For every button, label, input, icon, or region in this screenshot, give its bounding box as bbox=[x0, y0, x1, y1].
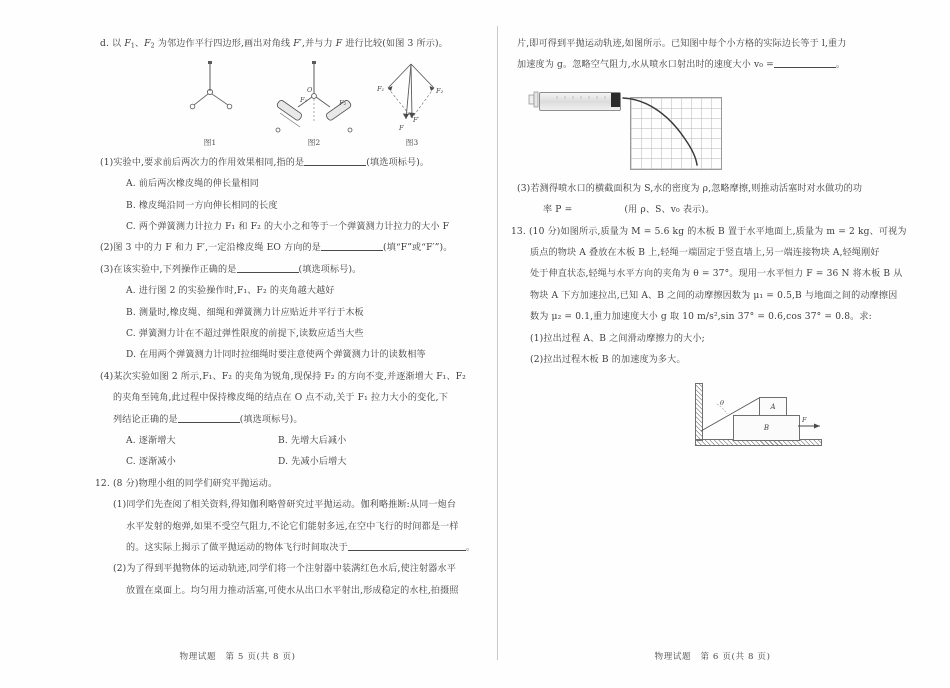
q11-part4-line1: (4)某次实验如图 2 所示,F₁、F₂ 的夹角为锐角,现保持 F₂ 的方向不变,并逐渐增大 F₁、F₂ bbox=[100, 371, 466, 382]
q13-line4: 物块 A 下方加速拉出,已知 A、B 之间的动摩擦因数为 μ₁ = 0.5,B 与地面之间的动摩擦因 bbox=[530, 290, 898, 301]
q12-cont-line1: 片,即可得到平抛运动轨迹,如图所示。已知图中每个小方格的实际边长等于 l,重力 bbox=[517, 39, 847, 49]
footer-right: 物理试题 第 6 页(共 8 页) bbox=[654, 652, 771, 662]
block-board-figure bbox=[517, 383, 912, 463]
q13-sub1: (1)拉出过程 A、B 之间滑动摩擦力的大小; bbox=[530, 333, 705, 344]
q11-part4-line3-text: 列结论正确的是 bbox=[113, 414, 178, 425]
figure-2-label-f2: F₂ bbox=[339, 98, 347, 107]
q12-part1-line1: (1)同学们先查阅了相关资料,得知伽利略曾研究过平抛运动。伽利略推断:从同一炮台 bbox=[113, 500, 457, 511]
figure-1-caption: 图1 bbox=[203, 137, 217, 147]
q11-p4-option-b: B. 先增大后减小 bbox=[278, 436, 347, 447]
q12-cont-line2-tail: 。 bbox=[835, 60, 846, 71]
q12-part3-tail: (用 ρ、S、v₀ 表示)。 bbox=[624, 205, 715, 216]
figure-3-label-fprime: F′ bbox=[413, 115, 420, 124]
q11-part1 bbox=[100, 153, 445, 174]
projectile-trajectory-figure bbox=[517, 83, 912, 179]
q11-p3-option-a: A. 进行图 2 的实验操作时,F₁、F₂ 的夹角越大越好 bbox=[126, 286, 335, 297]
force-label: F bbox=[802, 416, 807, 425]
q12-part1-line3-text: 的。这实际上揭示了做平抛运动的物体飞行时间取决于 bbox=[126, 543, 348, 554]
q11-part4-line2: 的夹角至钝角,此过程中保持橡皮绳的结点在 O 点不动,关于 F₁ 拉力大小的变化,下 bbox=[113, 393, 448, 404]
page-right bbox=[475, 0, 950, 688]
figure-1-rubber-band bbox=[178, 61, 250, 131]
q13-line3: 处于伸直状态,轻绳与水平方向的夹角为 θ = 37°。现用一水平恒力 F = 36 N 将木板 B 从 bbox=[530, 269, 903, 280]
rope-angle-label: θ bbox=[720, 399, 724, 408]
answer-blank[interactable] bbox=[304, 156, 366, 166]
q11-p3-option-b: B. 测量时,橡皮绳、细绳和弹簧测力计应贴近并平行于木板 bbox=[126, 307, 364, 318]
q11-part2-text: (2)图 3 中的力 F 和力 F′,一定沿橡皮绳 EO 方向的是 bbox=[100, 243, 322, 254]
q12-cont-line2-text: 加速度为 g。忽略空气阻力,水从喷水口射出时的速度大小 v₀ = bbox=[517, 60, 774, 71]
q11-p4-option-a: A. 逐渐增大 bbox=[126, 436, 176, 447]
q11-part4-line3 bbox=[113, 410, 445, 431]
q11-part1-tail: (填选项标号)。 bbox=[366, 157, 430, 168]
q13-line5: 数为 μ₂ = 0.1,重力加速度大小 g 取 10 m/s²,sin 37° = 0.6,cos 37° = 0.8。求: bbox=[530, 312, 872, 323]
step-d-line: d. 以 $F_1$、$F_2$ 为邻边作平行四边形,画出对角线 F′,并与力 F 进行比较(如图 3 所示)。 bbox=[100, 39, 448, 50]
figure-3-caption: 图3 bbox=[405, 137, 419, 147]
q12-part2-line1: (2)为了得到平抛物体的运动轨迹,同学们将一个注射器中装满红色水后,使注射器水平 bbox=[113, 564, 456, 575]
q11-p4-option-row-2 bbox=[126, 452, 445, 473]
answer-blank[interactable] bbox=[321, 241, 383, 251]
q12-cont-line2 bbox=[517, 55, 912, 76]
block-b: B bbox=[733, 415, 800, 441]
q11-p1-option-a: A. 前后两次橡皮绳的伸长量相同 bbox=[126, 179, 259, 190]
answer-blank[interactable] bbox=[178, 413, 240, 423]
q11-part3-tail: (填选项标号)。 bbox=[298, 264, 362, 275]
q12-part1-line2: 水平发射的炮弹,如果不受空气阻力,不论它们能射多远,在空中飞行的时间都是一样 bbox=[126, 521, 459, 532]
q11-p3-option-c: C. 弹簧测力计在不超过弹性限度的前提下,读数应适当大些 bbox=[126, 329, 364, 340]
figure-3-label-f1: F₁ bbox=[377, 84, 385, 93]
q12-part3-line2-text: 率 P = bbox=[543, 205, 573, 216]
q11-part3 bbox=[100, 260, 445, 281]
q11-p4-option-c: C. 逐渐减小 bbox=[126, 457, 176, 468]
q11-part1-text: (1)实验中,要求前后两次力的作用效果相同,指的是 bbox=[100, 157, 305, 168]
answer-blank[interactable] bbox=[572, 204, 624, 213]
figure-3-label-f: F bbox=[399, 123, 404, 132]
figure-3-label-f2: F₂ bbox=[436, 86, 444, 95]
q11-p1-option-c: C. 两个弹簧测力计拉力 F₁ 和 F₂ 的大小之和等于一个弹簧测力计拉力的大小 F bbox=[126, 221, 450, 232]
q11-part4-tail: (填选项标号)。 bbox=[239, 414, 303, 425]
q12-part1-tail: 。 bbox=[465, 543, 476, 554]
answer-blank[interactable] bbox=[348, 541, 466, 551]
q11-part2 bbox=[100, 238, 453, 259]
q12-header: 12. (8 分)物理小组的同学们研究平抛运动。 bbox=[95, 478, 278, 489]
figure-2-label-f1: F₁ bbox=[300, 95, 308, 104]
q12-part2-line2: 放置在桌面上。均匀用力推动活塞,可使水从出口水平射出,形成稳定的水柱,拍摄照 bbox=[126, 585, 459, 596]
q13-sub2: (2)拉出过程木板 B 的加速度为多大。 bbox=[530, 355, 686, 366]
answer-blank[interactable] bbox=[237, 263, 299, 273]
q13-line2: 质点的物块 A 叠放在木板 B 上,轻绳一端固定于竖直墙上,另一端连接物块 A,轻绳刚好 bbox=[530, 248, 880, 259]
q11-part2-tail: (填“F”或“F′”)。 bbox=[383, 243, 453, 254]
q12-part3-line2 bbox=[543, 200, 912, 221]
figure-2-label-o: O bbox=[307, 85, 313, 94]
q11-part3-text: (3)在该实验中,下列操作正确的是 bbox=[100, 264, 237, 275]
water-jet-trajectory bbox=[617, 91, 737, 175]
footer-left: 物理试题 第 5 页(共 8 页) bbox=[179, 652, 296, 662]
q12-part3-line1: (3)若测得喷水口的横截面积为 S,水的密度为 ρ,忽略摩擦,则推动活塞时对水做功的功 bbox=[517, 183, 863, 194]
figure-3-parallelogram bbox=[372, 61, 450, 137]
experiment-figures bbox=[100, 61, 445, 153]
figure-2-caption: 图2 bbox=[307, 137, 321, 147]
rope-and-force-arrow bbox=[695, 383, 835, 447]
q12-part1-line3 bbox=[126, 538, 476, 559]
block-a: A bbox=[759, 397, 787, 417]
answer-blank[interactable] bbox=[774, 58, 836, 68]
q11-p3-option-d: D. 在用两个弹簧测力计同时拉细绳时要注意使两个弹簧测力计的读数相等 bbox=[126, 350, 426, 361]
q13-line1: 13. (10 分)如图所示,质量为 M = 5.6 kg 的木板 B 置于水平地面上,质量为 m = 2 kg、可视为 bbox=[511, 226, 907, 237]
q11-p1-option-b: B. 橡皮绳沿同一方向伸长相同的长度 bbox=[126, 200, 278, 211]
q11-p4-option-row-1 bbox=[126, 431, 445, 452]
q11-p4-option-d: D. 先减小后增大 bbox=[278, 457, 347, 468]
